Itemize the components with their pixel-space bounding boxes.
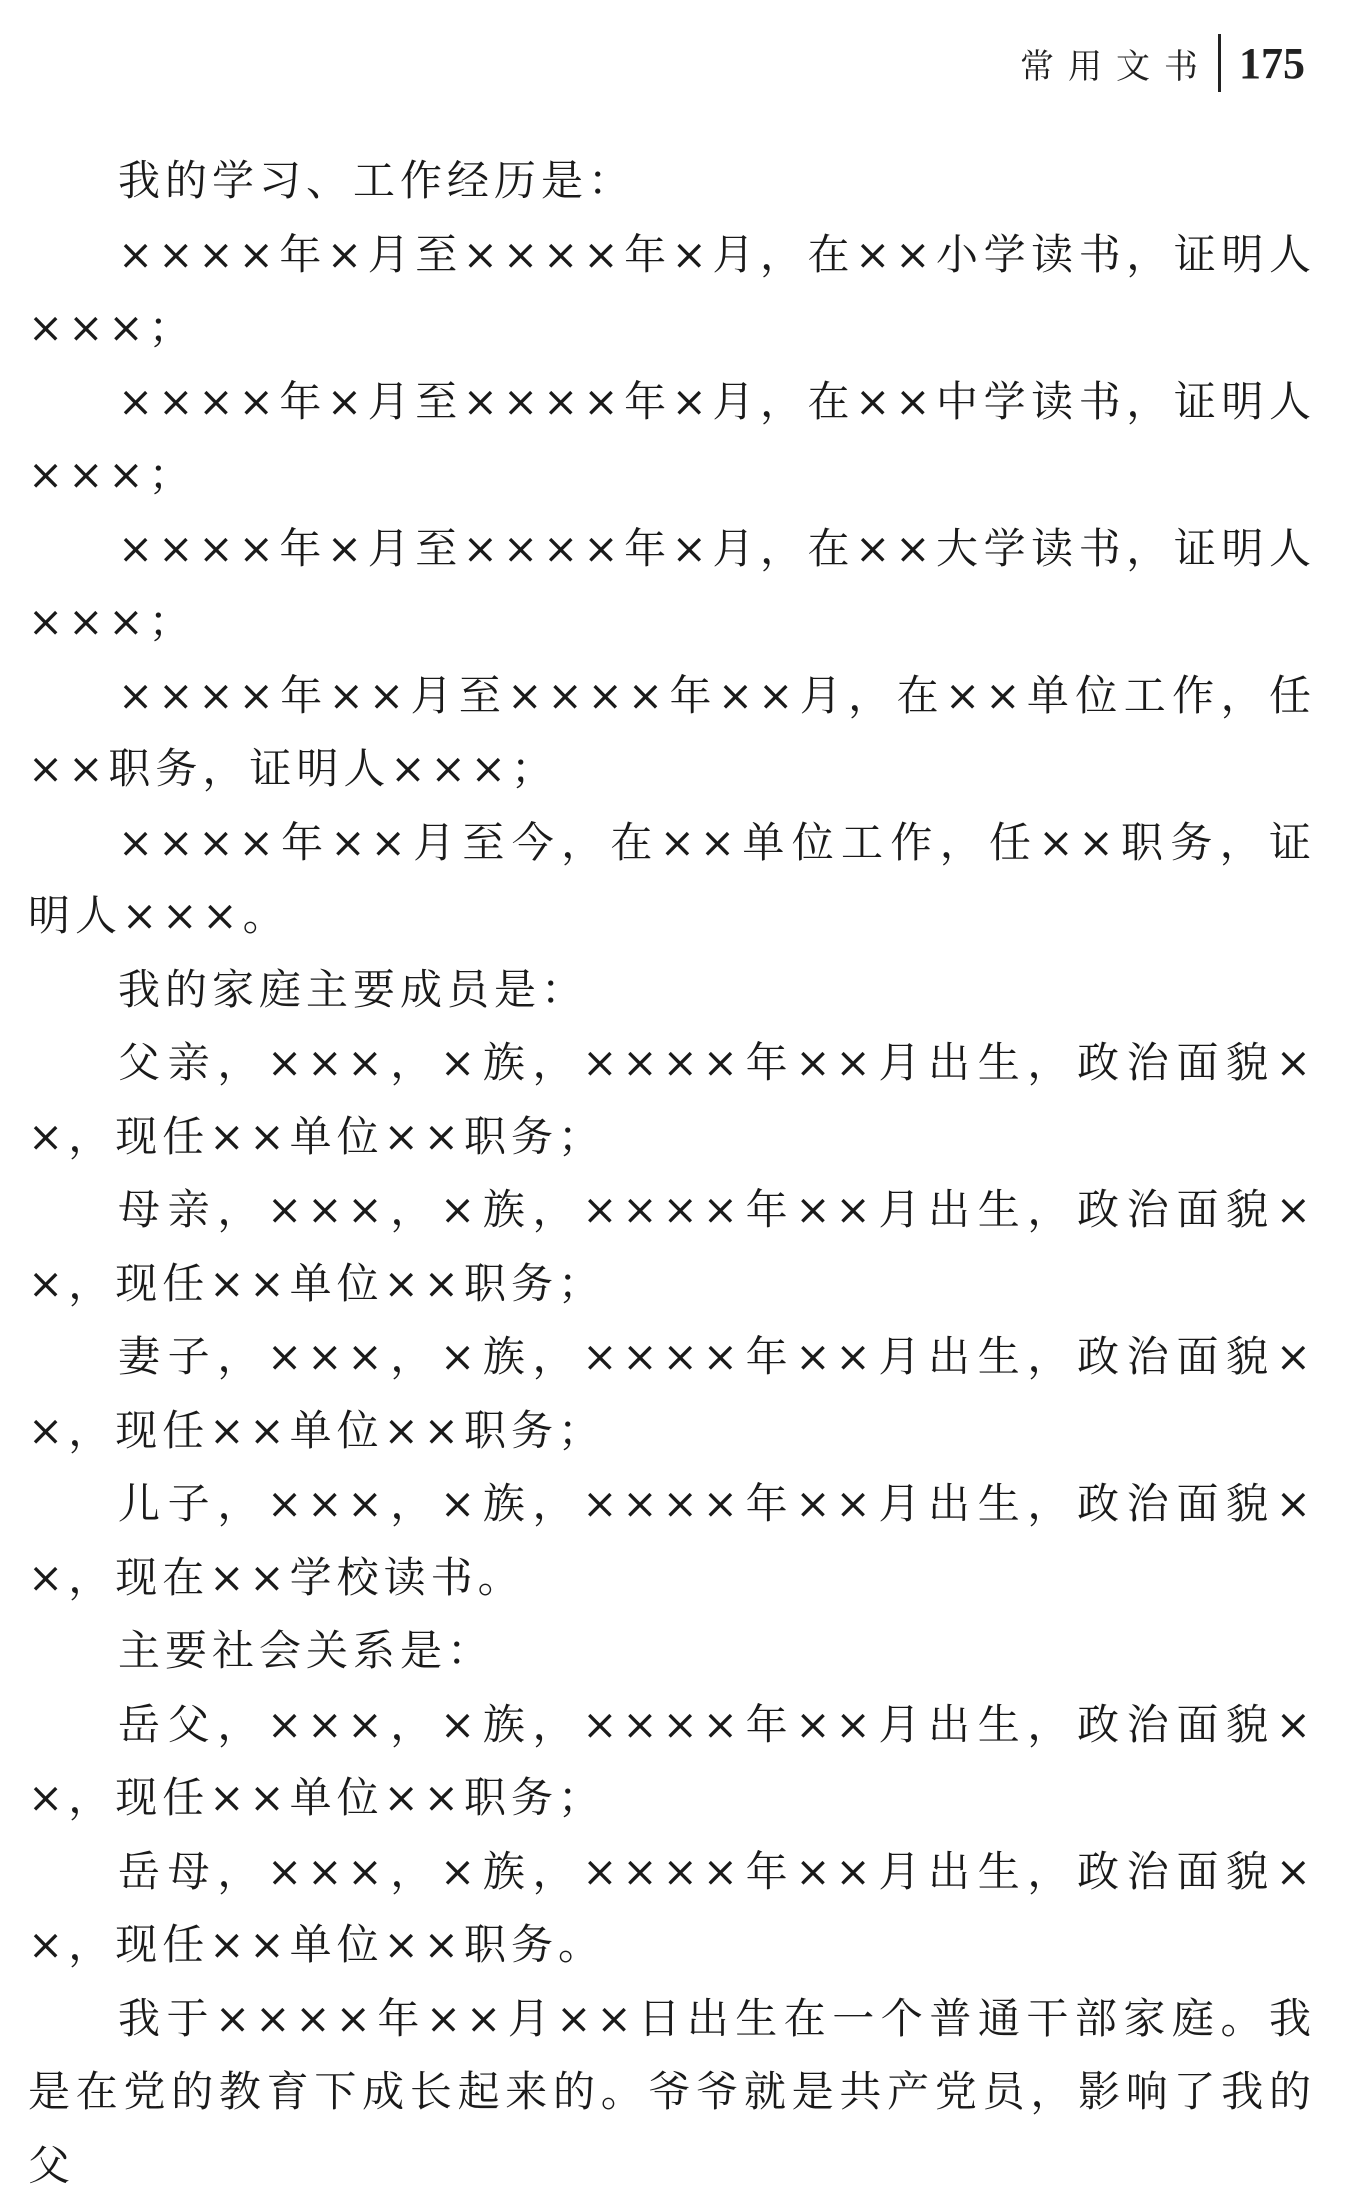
paragraph-work-current: ××××年××月至今，在××单位工作，任××职务，证明人×××。 xyxy=(28,806,1316,953)
header-divider xyxy=(1218,34,1221,92)
paragraph-mother-in-law: 岳母，×××，×族，××××年××月出生，政治面貌××，现任××单位××职务。 xyxy=(28,1835,1316,1982)
paragraph-middle-school: ××××年×月至××××年×月，在××中学读书，证明人×××； xyxy=(28,365,1316,512)
page-header xyxy=(1020,34,1305,92)
paragraph-father: 父亲，×××，×族，××××年××月出生，政治面貌××，现任××单位××职务； xyxy=(28,1026,1316,1173)
paragraph-university: ××××年×月至××××年×月，在××大学读书，证明人×××； xyxy=(28,512,1316,659)
page-number: 175 xyxy=(1239,38,1305,89)
paragraph-social-heading: 主要社会关系是： xyxy=(28,1614,1316,1688)
paragraph-son: 儿子，×××，×族，××××年××月出生，政治面貌××，现在××学校读书。 xyxy=(28,1467,1316,1614)
paragraph-wife: 妻子，×××，×族，××××年××月出生，政治面貌××，现任××单位××职务； xyxy=(28,1320,1316,1467)
paragraph-background: 我于××××年××月××日出生在一个普通干部家庭。我是在党的教育下成长起来的。爷爷就是共产党员，影响了我的父 xyxy=(28,1982,1316,2202)
paragraph-education-heading: 我的学习、工作经历是： xyxy=(28,144,1316,218)
body-text xyxy=(28,144,1316,2202)
paragraph-family-heading: 我的家庭主要成员是： xyxy=(28,953,1316,1027)
paragraph-work-past: ××××年××月至××××年××月，在××单位工作，任××职务，证明人×××； xyxy=(28,659,1316,806)
paragraph-primary-school: ××××年×月至××××年×月，在××小学读书，证明人×××； xyxy=(28,218,1316,365)
paragraph-father-in-law: 岳父，×××，×族，××××年××月出生，政治面貌××，现任××单位××职务； xyxy=(28,1688,1316,1835)
section-title: 常用文书 xyxy=(1020,39,1212,88)
paragraph-mother: 母亲，×××，×族，××××年××月出生，政治面貌××，现任××单位××职务； xyxy=(28,1173,1316,1320)
